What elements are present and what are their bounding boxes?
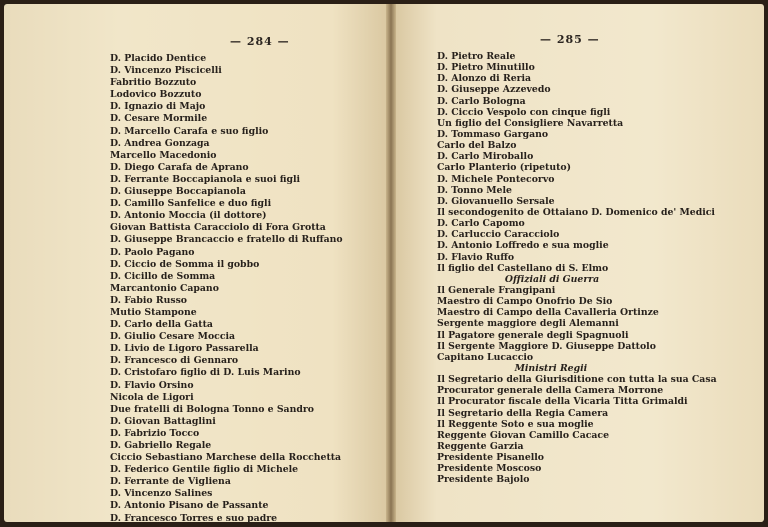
list-item: D. Antonio Loffredo e sua moglie <box>437 240 609 252</box>
list-item: D. Carlo Capomo <box>437 218 525 230</box>
left-page <box>4 4 390 522</box>
right-page <box>392 4 764 522</box>
list-item: D. Carluccio Caracciolo <box>437 229 560 241</box>
list-item: Nicola de Ligori <box>110 391 194 403</box>
list-item: Il secondogenito de Ottaiano D. Domenico de' Medici <box>437 206 715 218</box>
book-gutter <box>386 4 396 522</box>
list-item: D. Camillo Sanfelice e duo figli <box>110 198 272 210</box>
list-item: D. Giulio Cesare Moccia <box>110 331 236 343</box>
list-item: D. Flavio Orsino <box>110 379 194 391</box>
list-item: Un figlio del Consigliere Navarretta <box>437 117 624 129</box>
list-item: Maestro di Campo della Cavalleria Ortinze <box>437 307 659 319</box>
list-item: Mutio Stampone <box>110 306 197 318</box>
list-item: D. Gabriello Regale <box>110 440 212 451</box>
list-item: D. Michele Pontecorvo <box>437 173 555 185</box>
list-item: D. Carlo della Gatta <box>110 319 213 331</box>
list-item: D. Ciccio de Somma il gobbo <box>110 258 260 270</box>
list-item: D. Giuseppe Boccapianola <box>110 186 246 198</box>
list-item: D. Ciccio Vespolo con cinque figli <box>437 106 611 118</box>
list-item: Il Segretario della Giurisditione con tutta la sua Casa <box>437 374 717 386</box>
list-item: D. Diego Carafa de Aprano <box>110 161 249 173</box>
list-item: D. Tonno Mele <box>437 184 512 196</box>
list-item: Fabritio Bozzuto <box>110 77 197 89</box>
list-item: D. Cristofaro figlio di D. Luis Marino <box>110 367 301 379</box>
list-item: Sergente maggiore degli Alemanni <box>437 318 619 330</box>
list-item: D. Carlo Bologna <box>437 95 526 107</box>
section-heading: Ministri Regii <box>514 362 588 374</box>
name-list <box>437 51 725 485</box>
list-item: D. Giuseppe Brancaccio e fratello di Ruffano <box>110 234 343 246</box>
list-item: D. Andrea Gonzaga <box>110 137 210 149</box>
list-item: Il Segretario della Regia Camera <box>437 407 609 419</box>
list-item: D. Vincenzo Piscicelli <box>110 65 222 77</box>
list-item: Presidente Pisanello <box>437 452 545 464</box>
list-item: Il figlio del Castellano di S. Elmo <box>437 262 609 274</box>
list-item: Il Procurator fiscale della Vicaria Titta Grimaldi <box>437 396 688 408</box>
list-item: D. Francesco di Gennaro <box>110 355 239 367</box>
list-item: D. Fabio Russo <box>110 294 188 306</box>
list-item: D. Giovan Battaglini <box>110 415 216 427</box>
list-item: Giovan Battista Caracciolo di Fora Grotta <box>110 222 326 234</box>
list-item: Ciccio Sebastiano Marchese della Rocchetta <box>110 452 342 464</box>
list-item: Maestro di Campo Onofrio De Sio <box>437 296 613 308</box>
list-item: D. Tommaso Gargano <box>437 128 549 140</box>
list-item: Procurator generale della Camera Morrone <box>437 385 664 397</box>
list-item: Presidente Moscoso <box>437 463 542 475</box>
list-item: D. Cicillo de Somma <box>110 270 216 282</box>
section-heading: Offiziali di Guerra <box>504 273 600 285</box>
name-list <box>110 53 350 525</box>
list-item: D. Ignazio di Majo <box>110 101 206 113</box>
list-item: D. Ferrante de Vigliena <box>110 476 231 488</box>
list-item: D. Placido Dentice <box>110 53 207 64</box>
list-item: D. Antonio Pisano de Passante <box>110 500 269 512</box>
list-item: D. Francesco Torres e suo padre <box>110 512 278 524</box>
page-number: — 285 — <box>540 33 600 46</box>
list-item: D. Flavio Ruffo <box>437 251 515 263</box>
list-item: Il Reggente Soto e sua moglie <box>437 418 594 430</box>
list-item: D. Giovanuello Sersale <box>437 195 555 207</box>
list-item: D. Vincenzo Salines <box>110 488 213 500</box>
list-item: Due fratelli di Bologna Tonno e Sandro <box>110 403 314 415</box>
list-item: Carlo del Balzo <box>437 140 517 152</box>
list-item: Marcello Macedonio <box>110 149 217 161</box>
list-item: Capitano Lucaccio <box>437 351 534 363</box>
list-item: Reggente Garzia <box>437 440 524 452</box>
list-item: Marcantonio Capano <box>110 282 219 294</box>
list-item: Carlo Planterio (ripetuto) <box>437 162 571 174</box>
list-item: D. Fabrizio Tocco <box>110 427 200 439</box>
list-item: D. Paolo Pagano <box>110 246 195 258</box>
list-item: D. Pietro Reale <box>437 51 516 62</box>
list-item: D. Cesare Mormile <box>110 113 208 125</box>
list-item: Il Sergente Maggiore D. Giuseppe Dattolo <box>437 340 656 352</box>
list-item: D. Giuseppe Azzevedo <box>437 84 551 96</box>
list-item: D. Federico Gentile figlio di Michele <box>110 464 299 476</box>
list-item: D. Livio de Ligoro Passarella <box>110 343 259 355</box>
page-number: — 284 — <box>230 35 290 48</box>
list-item: Reggente Giovan Camillo Cacace <box>437 429 610 441</box>
list-item: D. Antonio Moccia (il dottore) <box>110 210 267 222</box>
list-item: Il Generale Frangipani <box>437 284 556 296</box>
list-item: D. Pietro Minutillo <box>437 62 535 74</box>
list-item: D. Ferrante Boccapianola e suoi figli <box>110 173 301 185</box>
list-item: Il Pagatore generale degli Spagnuoli <box>437 329 629 341</box>
list-item: Presidente Bajolo <box>437 474 530 486</box>
list-item: D. Alonzo di Reria <box>437 73 532 85</box>
list-item: D. Carlo Miroballo <box>437 151 534 163</box>
list-item: D. Marcello Carafa e suo figlio <box>110 125 269 137</box>
list-item: Lodovico Bozzuto <box>110 89 202 101</box>
